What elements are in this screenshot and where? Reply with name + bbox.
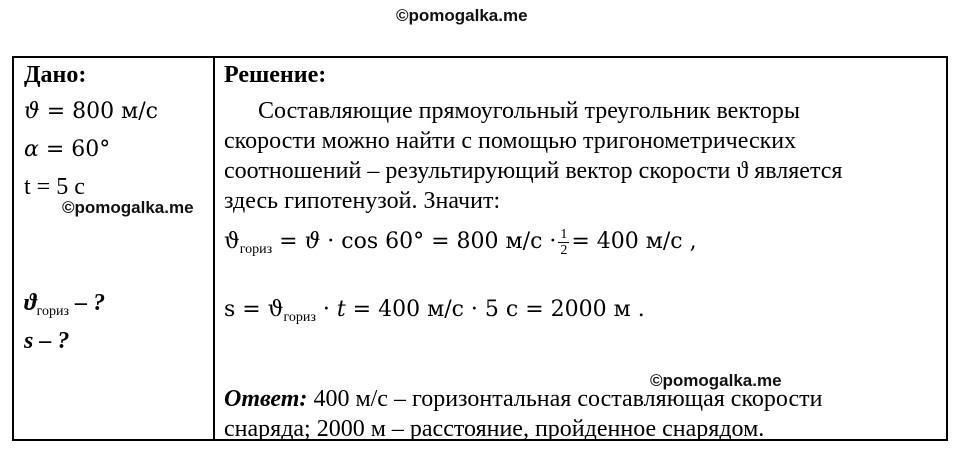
given-angle [24, 134, 110, 165]
watermark-top: ©pomogalka.me [396, 6, 528, 25]
eq2-variable: t [336, 297, 346, 322]
solution-line-3: соотношений – результирующий вектор скорости ϑ является [224, 158, 843, 184]
fraction-numerator: 1 [560, 226, 568, 242]
equation-horizontal-velocity [224, 226, 697, 265]
answer-line-2: снаряда; 2000 м – расстояние, пройденное снарядом. [224, 416, 765, 442]
eq2-subscript: гориз [283, 310, 316, 325]
answer-text-1: 400 м/с – горизонтальная составляющая скорости [307, 386, 823, 412]
watermark-right: ©pomogalka.me [650, 371, 782, 390]
answer-label: Ответ: [224, 386, 308, 412]
find-velocity-symbol: ϑ [24, 290, 37, 316]
eq1-variable: ϑ [304, 229, 321, 254]
fraction-one-half [558, 227, 569, 258]
eq1-equals: = [272, 229, 305, 254]
find-velocity [24, 288, 105, 327]
eq2-start: s = ϑ [224, 297, 284, 322]
eq1-symbol: ϑ [224, 229, 240, 254]
watermark-left: ©pomogalka.me [62, 198, 194, 217]
eq2-result: = 400 м/с · 5 с = 2000 м . [345, 297, 645, 322]
equation-distance [224, 294, 645, 333]
angle-value: = 60° [38, 137, 111, 162]
eq1-middle: · cos 60° = 800 м/с · [320, 229, 557, 254]
eq1-result: = 400 м/с , [571, 229, 697, 254]
find-velocity-question: – ? [69, 290, 106, 316]
column-divider [213, 58, 215, 439]
find-velocity-subscript: гориз [36, 304, 70, 319]
given-header: Дано: [24, 62, 87, 88]
solution-line-4: здесь гипотенузой. Значит: [224, 188, 501, 214]
velocity-symbol: ϑ [24, 99, 40, 124]
given-time: t = 5 c [24, 174, 85, 200]
solution-header: Решение: [224, 62, 327, 88]
solution-table [12, 56, 948, 441]
velocity-value: = 800 м/с [39, 99, 158, 124]
eq2-dot: · [315, 297, 337, 322]
eq1-subscript: гориз [239, 242, 273, 257]
fraction-denominator: 2 [560, 242, 568, 258]
solution-line-2: скорости можно найти с помощью тригонометрических [224, 128, 797, 154]
given-velocity [24, 96, 158, 127]
solution-line-1: Составляющие прямоугольный треугольник векторы [258, 98, 800, 124]
find-distance: s – ? [24, 328, 70, 354]
angle-symbol: α [24, 137, 39, 162]
